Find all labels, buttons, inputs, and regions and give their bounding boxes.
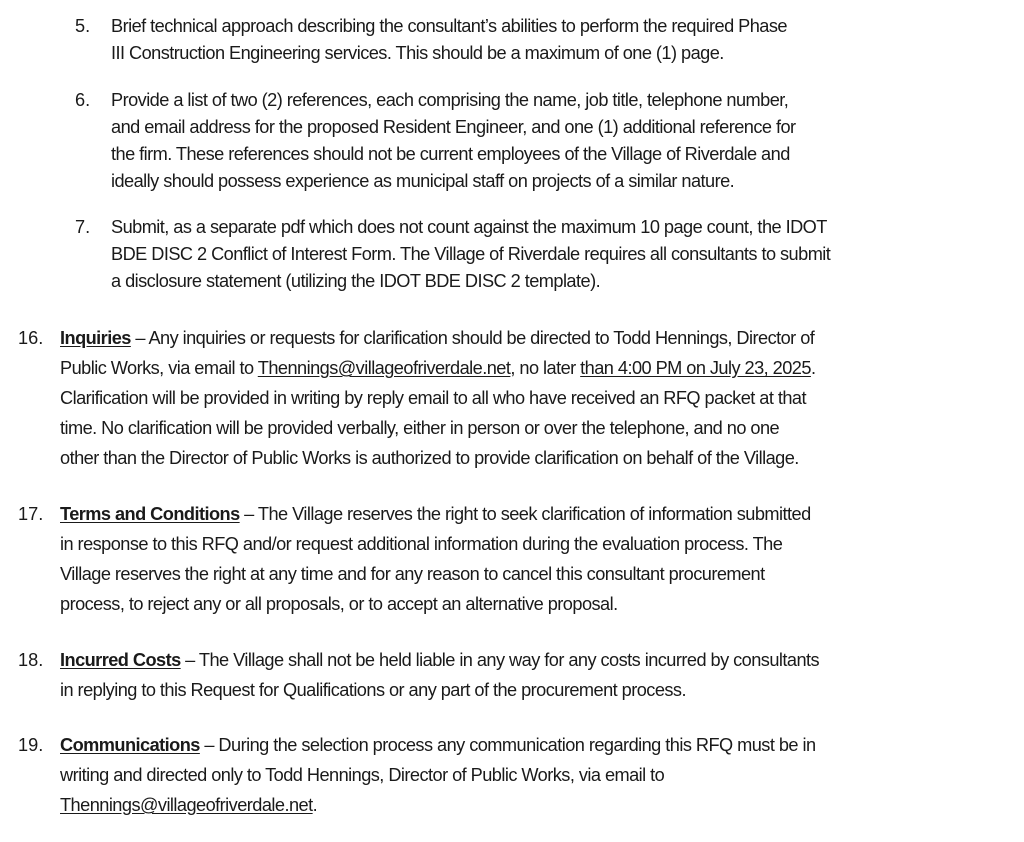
section-line <box>60 794 317 816</box>
item-text-line: BDE DISC 2 Conflict of Interest Form. The Village of Riverdale requires all consultants to submit <box>111 244 831 264</box>
section-line <box>60 357 815 379</box>
section-line <box>60 503 811 525</box>
section-line <box>60 734 816 756</box>
item-number: 7. <box>75 217 91 237</box>
section-text: – During the selection process any communication regarding this RFQ must be in <box>204 735 816 755</box>
section-number: 17. <box>18 504 44 524</box>
section-number: 19. <box>18 735 44 755</box>
section-text: Clarification will be provided in writing by reply email to all who have received an RFQ packet at that <box>60 388 806 408</box>
item-number: 5. <box>75 16 91 36</box>
item-text-line: Provide a list of two (2) references, each comprising the name, job title, telephone number, <box>111 90 789 110</box>
section-text: – The Village shall not be held liable in any way for any costs incurred by consultants <box>185 650 820 670</box>
section-heading: Terms and Conditions <box>60 504 240 524</box>
section-heading: Incurred Costs <box>60 650 181 670</box>
section-heading: Communications <box>60 735 200 755</box>
section-text: time. No clarification will be provided verbally, either in person or over the telephone, and no one <box>60 418 780 438</box>
section-number: 18. <box>18 650 44 670</box>
section-text: – The Village reserves the right to seek clarification of information submitted <box>244 504 811 524</box>
section-text: , no later <box>510 358 581 378</box>
section-line <box>60 649 819 671</box>
section-text: writing and directed only to Todd Hennings, Director of Public Works, via email to <box>60 765 665 785</box>
section-text: in response to this RFQ and/or request additional information during the evaluation process. The <box>60 534 783 554</box>
item-number: 6. <box>75 90 91 110</box>
item-text-line: ideally should possess experience as municipal staff on projects of a similar nature. <box>111 171 735 191</box>
section-heading: Inquiries <box>60 328 131 348</box>
item-text-line: III Construction Engineering services. This should be a maximum of one (1) page. <box>111 43 724 63</box>
item-text-line: Brief technical approach describing the consultant’s abilities to perform the required Phase <box>111 16 787 36</box>
item-text-line: a disclosure statement (utilizing the IDOT BDE DISC 2 template). <box>111 271 601 291</box>
section-text: Public Works, via email to <box>60 358 258 378</box>
deadline-text: than 4:00 PM on July 23, 2025 <box>580 358 811 378</box>
section-text: – Any inquiries or requests for clarification should be directed to Todd Hennings, Director of <box>135 328 815 348</box>
section-text: other than the Director of Public Works is authorized to provide clarification on behalf of the Village. <box>60 448 799 468</box>
section-text: . <box>312 795 318 815</box>
email-link[interactable]: Thennings@villageofriverdale.net <box>257 358 511 378</box>
section-text: Village reserves the right at any time and for any reason to cancel this consultant procurement <box>60 564 765 584</box>
item-text-line: the firm. These references should not be current employees of the Village of Riverdale and <box>111 144 790 164</box>
email-link[interactable]: Thennings@villageofriverdale.net <box>60 795 313 815</box>
item-text-line: and email address for the proposed Resident Engineer, and one (1) additional reference for <box>111 117 796 137</box>
section-number: 16. <box>18 328 44 348</box>
section-text: . <box>810 358 816 378</box>
section-text: process, to reject any or all proposals, or to accept an alternative proposal. <box>60 594 618 614</box>
section-line <box>60 327 814 349</box>
item-text-line: Submit, as a separate pdf which does not count against the maximum 10 page count, the IDOT <box>111 217 827 237</box>
section-text: in replying to this Request for Qualifications or any part of the procurement process. <box>60 680 686 700</box>
